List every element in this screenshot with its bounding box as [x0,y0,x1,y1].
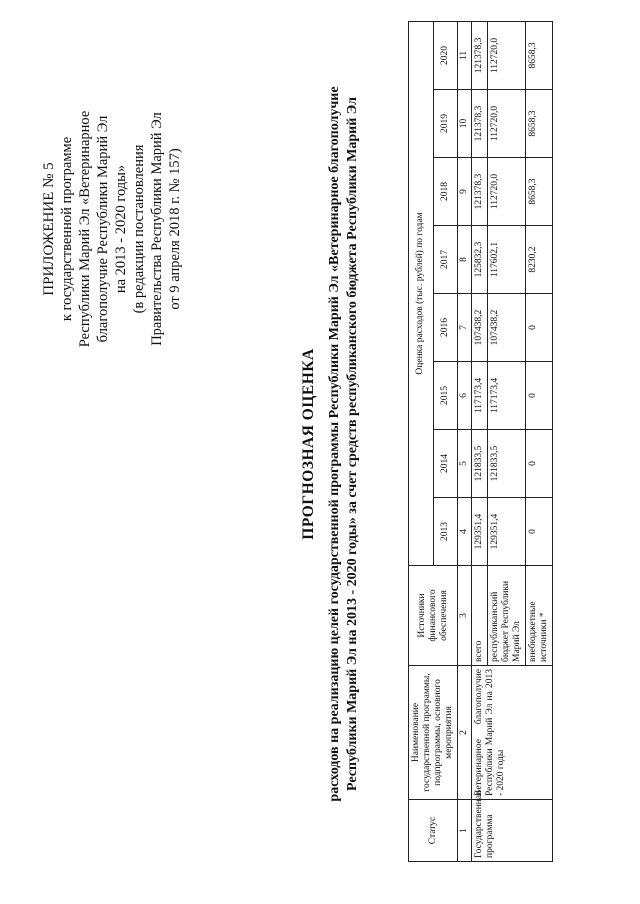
column-index: 1 [458,800,472,862]
value-cell: 0 [526,362,553,430]
column-index: 7 [458,294,472,362]
column-index: 5 [458,430,472,498]
value-cell: 121833,5 [472,430,488,498]
header-year: 2019 [433,90,458,158]
header-year: 2016 [433,294,458,362]
header-year: 2015 [433,362,458,430]
value-cell: 125832,3 [472,226,488,294]
value-cell: 107438,2 [488,294,526,362]
document-title: ПРОГНОЗНАЯ ОЦЕНКА [300,348,317,540]
value-cell: 117173,4 [472,362,488,430]
value-cell: 8230,2 [526,226,553,294]
appendix-line: (в редакции постановления [131,144,147,314]
value-cell: 0 [526,294,553,362]
column-index: 4 [458,498,472,566]
document-subtitle-line1: расходов на реализацию целей государственной программы Республики Марий Эл «Ветеринарное благополучие [327,86,342,802]
table-header-row [409,21,434,861]
value-cell: 129351,4 [472,498,488,566]
value-cell: 129351,4 [488,498,526,566]
value-cell: 0 [526,498,553,566]
column-index-row [458,21,472,861]
appendix-line: на 2013 - 2020 годы» [113,164,129,294]
header-year: 2017 [433,226,458,294]
value-cell: 107438,2 [472,294,488,362]
status-cell: Государственная программа [472,800,553,862]
column-index: 6 [458,362,472,430]
column-index: 8 [458,226,472,294]
table-row [472,21,488,861]
document-heading [300,84,362,804]
estimate-table [408,21,553,862]
appendix-line: к государственной программе [59,136,75,322]
header-year: 2014 [433,430,458,498]
value-cell: 112720,0 [488,158,526,226]
value-cell: 121378,3 [472,90,488,158]
appendix-title: ПРИЛОЖЕНИЕ № 5 [41,162,57,296]
value-cell: 117602,1 [488,226,526,294]
source-cell: республиканский бюджет Республики Марий Эл [488,566,526,666]
header-year: 2018 [433,158,458,226]
value-cell: 117173,4 [488,362,526,430]
value-cell: 0 [526,430,553,498]
source-cell: всего [472,566,488,666]
value-cell: 112720,0 [488,90,526,158]
header-year: 2020 [433,21,458,89]
appendix-block [40,84,184,374]
appendix-line: Республики Марий Эл «Ветеринарное [77,110,93,348]
column-index: 3 [458,566,472,666]
document-subtitle-line2: Республики Марий Эл на 2013 - 2020 годы» за счет средств республиканского бюджета Республики Марий Эл [345,97,360,791]
value-cell: 121833,5 [488,430,526,498]
program-name-cell: Ветеринарное благополучие Республики Марий Эл на 2013 - 2020 годы [472,666,553,800]
value-cell: 8658,3 [526,21,553,89]
column-index: 11 [458,21,472,89]
header-source: Источники финансового обеспечения [409,566,458,666]
value-cell: 8658,3 [526,158,553,226]
value-cell: 8658,3 [526,90,553,158]
value-cell: 121378,3 [472,158,488,226]
appendix-line: Правительства Республики Марий Эл [149,112,165,346]
header-program-name: Наименование государственной программы, подпрограммы, основного мероприятия [409,666,458,800]
column-index: 2 [458,666,472,800]
value-cell: 121378,3 [472,21,488,89]
column-index: 10 [458,90,472,158]
column-index: 9 [458,158,472,226]
source-cell: внебюджетные источники * [526,566,553,666]
header-year: 2013 [433,498,458,566]
value-cell: 112720,0 [488,21,526,89]
estimate-table-wrapper [408,22,553,862]
appendix-line: от 9 апреля 2018 г. № 157) [167,148,183,310]
header-status: Статус [409,800,458,862]
header-estimate: Оценка расходов (тыс. рублей) по годам [409,21,434,565]
appendix-line: благополучие Республики Марий Эл [95,115,111,343]
